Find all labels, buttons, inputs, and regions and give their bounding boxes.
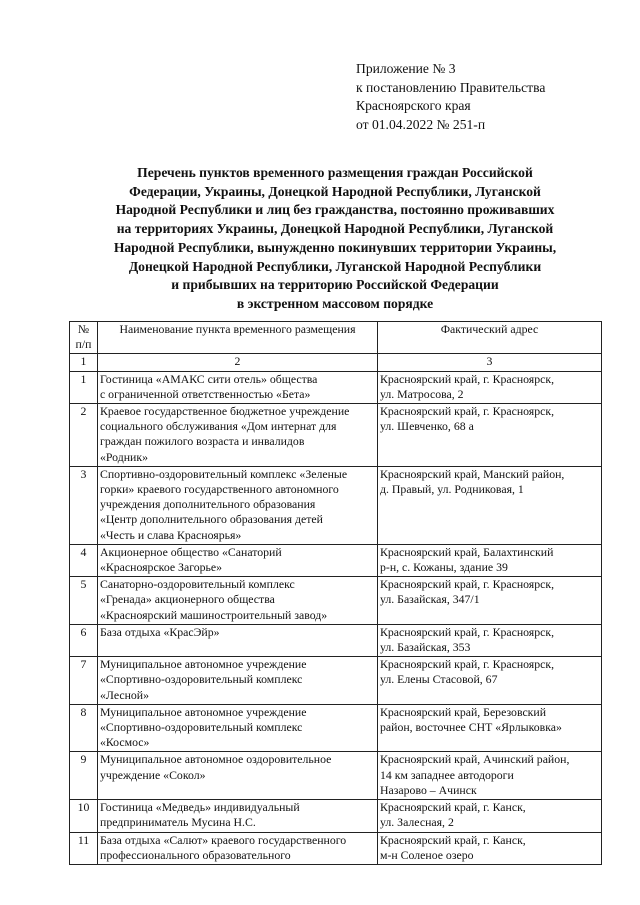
facility-address-line: р-н, с. Кожаны, здание 39 [380,560,508,575]
row-number: 2 [70,404,98,467]
table-row [70,371,602,403]
facility-address-line: ул. Базайская, 347/1 [380,592,480,607]
row-number: 11 [70,832,98,864]
facility-name [98,544,378,576]
facility-name [98,624,378,656]
facility-name-line: предприниматель Мусина Н.С. [100,815,256,830]
facility-name [98,704,378,752]
facility-name [98,466,378,544]
row-number: 9 [70,752,98,800]
title-line: Федерации, Украины, Донецкой Народной Республики, Луганской [129,183,541,199]
facility-address-line: Красноярский край, г. Красноярск, [380,624,555,639]
header-num [70,322,98,354]
title-line: на территориях Украины, Донецкой Народной Республики, Луганской [116,221,554,237]
facility-address-line: ул. Залесная, 2 [380,815,454,830]
facility-name-line: «Гренада» акционерного общества [100,592,275,607]
table-row [70,624,602,656]
table-row [70,466,602,544]
table-index-row [70,354,602,371]
facility-name-line: Муниципальное автономное оздоровительное [100,752,332,767]
facility-name [98,371,378,403]
facility-name-line: База отдыха «КрасЭйр» [100,624,220,639]
table-row [70,577,602,625]
facility-name-line: социального обслуживания «Дом интернат для [100,419,337,434]
facility-name-line: горки» краевого государственного автономного [100,482,339,497]
facility-address-line: Красноярский край, г. Канск, [380,800,526,815]
appendix-block [356,60,626,134]
row-number: 1 [70,371,98,403]
table-header-row [70,322,602,354]
facility-address-line: ул. Шевченко, 68 а [380,419,474,434]
appendix-line: Красноярского края [356,98,471,113]
facility-address [378,624,602,656]
facility-address [378,832,602,864]
header-num-line: п/п [75,337,92,352]
facility-name-line: Краевое государственное бюджетное учреждение [100,404,350,419]
table-row [70,800,602,832]
facility-name-line: «Красноярское Загорье» [100,560,223,575]
facility-name-line: Муниципальное автономное учреждение [100,657,307,672]
table-row [70,752,602,800]
facility-address-line: д. Правый, ул. Родниковая, 1 [380,482,524,497]
table-row [70,404,602,467]
row-number: 4 [70,544,98,576]
index-cell: 2 [98,354,378,371]
header-name: Наименование пункта временного размещения [98,322,378,354]
index-cell: 1 [70,354,98,371]
facility-address [378,657,602,705]
header-address: Фактический адрес [378,322,602,354]
facility-name-line: «Родник» [100,449,148,464]
facility-name [98,577,378,625]
facility-address-line: Назарово – Ачинск [380,782,477,797]
facility-address-line: Красноярский край, г. Красноярск, [380,404,555,419]
appendix-line: к постановлению Правительства [356,79,546,95]
facility-address-line: ул. Базайская, 353 [380,640,471,655]
facility-address-line: Красноярский край, г. Красноярск, [380,371,555,386]
index-cell: 3 [378,354,602,371]
facility-name-line: Муниципальное автономное учреждение [100,704,307,719]
facility-name-line: «Спортивно-оздоровительный комплекс [100,672,303,687]
facility-name-line: Санаторно-оздоровительный комплекс [100,577,295,592]
facility-name-line: профессионального образовательного [100,847,291,862]
table-row [70,657,602,705]
facility-name-line: «Спортивно-оздоровительный комплекс [100,720,303,735]
row-number: 8 [70,704,98,752]
row-number: 10 [70,800,98,832]
facility-address-line: Красноярский край, Манский район, [380,466,565,481]
facility-name [98,800,378,832]
appendix-line: от 01.04.2022 № 251-п [356,116,486,132]
facility-address-line: Красноярский край, г. Канск, [380,832,526,847]
row-number: 7 [70,657,98,705]
facility-name [98,657,378,705]
facility-name [98,404,378,467]
facility-address [378,544,602,576]
facility-address-line: 14 км западнее автодороги [380,767,514,782]
table-row [70,704,602,752]
facility-name-line: «Центр дополнительного образования детей [100,512,323,527]
facility-name-line: учреждения дополнительного образования [100,497,316,512]
facility-name-line: Гостиница «АМАКС сити отель» общества [100,371,318,386]
facility-name-line: с ограниченной ответственностью «Бета» [100,386,311,401]
facility-address-line: ул. Матросова, 2 [380,386,464,401]
title-line: Донецкой Народной Республики, Луганской Народной Республики [128,258,542,274]
facility-address-line: Красноярский край, г. Красноярск, [380,577,555,592]
facility-address-line: Красноярский край, Ачинский район, [380,752,570,767]
facilities-table [69,321,602,865]
table-row [70,544,602,576]
facility-name-line: База отдыха «Салют» краевого государственного [100,832,347,847]
facility-name-line: граждан пожилого возраста и инвалидов [100,434,305,449]
appendix-line: Приложение № 3 [356,61,456,76]
facility-address [378,371,602,403]
facility-address [378,577,602,625]
facility-address [378,752,602,800]
facility-name-line: Акционерное общество «Санаторий [100,544,282,559]
facility-address-line: Красноярский край, Балахтинский [380,544,554,559]
facility-name [98,832,378,864]
title-line: Народной Республики и лиц без гражданства, постоянно проживавших [115,202,555,218]
title-line: Народной Республики, вынужденно покинувших территории Украины, [113,239,557,255]
facility-name-line: Гостиница «Медведь» индивидуальный [100,800,300,815]
title-line: и прибывших на территорию Российской Федерации [171,277,499,293]
facility-address [378,704,602,752]
facility-name-line: «Космос» [100,735,150,750]
facility-address-line: м-н Соленое озеро [380,847,474,862]
facility-name-line: Спортивно-оздоровительный комплекс «Зеленые [100,466,348,481]
facility-address-line: Красноярский край, Березовский [380,704,547,719]
facility-address [378,800,602,832]
facility-name-line: учреждение «Сокол» [100,767,206,782]
facility-address [378,466,602,544]
row-number: 6 [70,624,98,656]
facility-name-line: «Честь и слава Красноярья» [100,527,242,542]
title-line: в экстренном массовом порядке [236,295,434,311]
table-row [70,832,602,864]
facility-name-line: «Лесной» [100,687,150,702]
facility-name [98,752,378,800]
header-num-line: № [77,322,90,336]
facility-address-line: район, восточнее СНТ «Ярлыковка» [380,720,562,735]
facility-address-line: ул. Елены Стасовой, 67 [380,672,498,687]
title-line: Перечень пунктов временного размещения граждан Российской [137,165,533,180]
facility-address-line: Красноярский край, г. Красноярск, [380,657,555,672]
row-number: 3 [70,466,98,544]
facility-name-line: «Красноярский машиностроительный завод» [100,607,328,622]
row-number: 5 [70,577,98,625]
document-title [70,164,600,314]
facility-address [378,404,602,467]
